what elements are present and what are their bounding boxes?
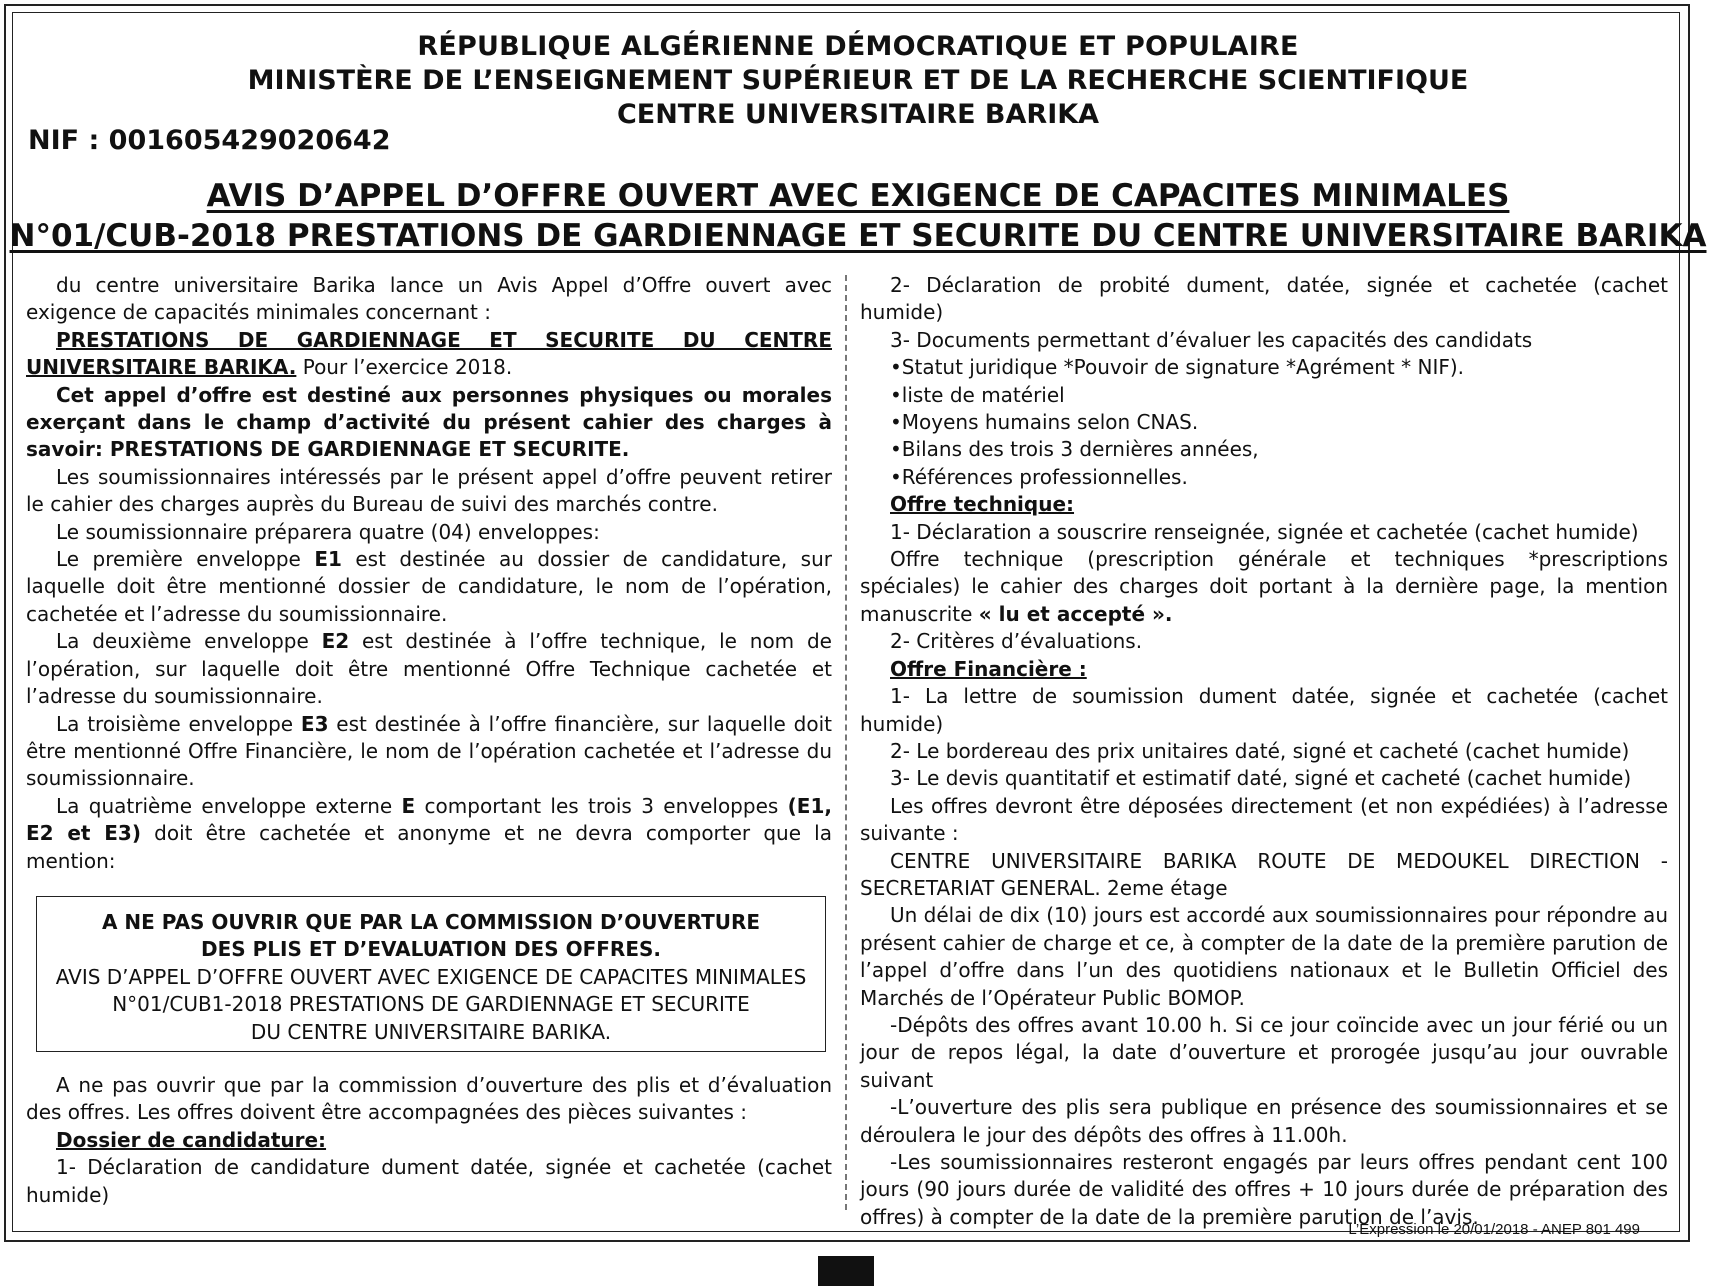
left-column [26,272,832,875]
bullet-item: • liste de matériel [860,382,1668,409]
deposit-time-paragraph: -Dépôts des offres avant 10.00 h. Si ce jour coïncide avec un jour férié ou un jour de repos légal, la date d’ouverture et prorogée jusqu’au jour ouvrable suivant [860,1012,1668,1092]
envelope-list: (E1, E2 et E3) [26,793,832,846]
header-ministry: MINISTÈRE DE L’ENSEIGNEMENT SUPÉRIEUR ET DE LA RECHERCHE SCIENTIFIQUE [247,65,1469,96]
financial-item-3: 3- Le devis quantitatif et estimatif daté, signé et cacheté (cachet humide) [890,766,1632,791]
submission-paragraph: Les offres devront être déposées directement (et non expédiées) à l’adresse suivante : [860,793,1668,846]
financial-item-1: 1- La lettre de soumission dument datée, signée et cachetée (cachet humide) [860,684,1668,736]
technical-item-1: 1- Déclaration a souscrire renseignée, signée et cachetée (cachet humide) [890,519,1639,544]
financial-item-2: 2- Le bordereau des prix unitaires daté, signé et cacheté (cachet humide) [890,738,1630,763]
bullet-item: • Références professionnelles. [860,464,1668,491]
notice-title-line2: N°01/CUB-2018 PRESTATIONS DE GARDIENNAGE ET SECURITE DU CENTRE UNIVERSITAIRE BARIKA [9,218,1707,254]
validity-paragraph: -Les soumissionnaires resteront engagés par leurs offres pendant cent 100 jours (90 jours durée de validité des offres + 10 jours durée de préparation des offres) à compter de la date de la première parution de l’avis. [860,1150,1668,1229]
envelope-e1-label: E1 [314,547,342,572]
opening-paragraph: A ne pas ouvrir que par la commission d’ouverture des plis et d’évaluation des offres. Les offres doivent être accompagnées des pièces suivantes : [26,1073,832,1125]
intro-paragraph: du centre universitaire Barika lance un Avis Appel d’Offre ouvert avec exigence de capacités minimales concernant : [26,273,832,325]
box-line-5: DU CENTRE UNIVERSITAIRE BARIKA. [250,1019,612,1044]
object-paragraph [26,327,832,382]
read-approved-mention: « lu et accepté ». [978,601,1173,626]
withdrawal-paragraph: Les soumissionnaires intéressés par le présent appel d’offre peuvent retirer le cahier des charges auprès du Bureau de suivi des marchés contre. [26,464,832,517]
header-republic: RÉPUBLIQUE ALGÉRIENNE DÉMOCRATIQUE ET POPULAIRE [417,31,1299,62]
left-column-lower [26,1072,832,1209]
opening-session-paragraph: -L’ouverture des plis sera publique en présence des soumissionnaires et se déroulera le jour des dépôts des offres à 11.00h. [860,1095,1668,1147]
right-column [860,272,1668,1231]
notice-title-line1: AVIS D’APPEL D’OFFRE OUVERT AVEC EXIGENCE DE CAPACITES MINIMALES [206,178,1510,214]
object-title: PRESTATIONS DE GARDIENNAGE ET SECURITE DU CENTRE UNIVERSITAIRE BARIKA. [26,327,832,380]
envelope-e3-paragraph: La troisième enveloppe E3 est destinée à l’offre financière, sur laquelle doit être mentionné Offre Financière, le nom de l’opération cachetée et l’adresse du soumissionnaire. [26,711,832,791]
publication-source: L’Expression le 20/01/2018 - ANEP 801 499 [1348,1221,1640,1238]
object-year: Pour l’exercice 2018. [296,355,513,380]
dossier-heading: Dossier de candidature: [56,1127,327,1152]
technical-offer-heading: Offre technique: [890,492,1075,517]
bullet-item: • Bilans des trois 3 dernières années, [860,436,1668,463]
envelopes-intro: Le soumissionnaire préparera quatre (04) enveloppes: [56,519,600,544]
box-line-1: A NE PAS OUVRIR QUE PAR LA COMMISSION D’OUVERTURE [101,910,761,934]
eligibility-paragraph: Cet appel d’offre est destiné aux personnes physiques ou morales exerçant dans le champ d’activité du présent cahier des charges à savoir: PRESTATIONS DE GARDIENNAGE ET SECURITE. [26,382,832,462]
dossier-item-3: 3- Documents permettant d’évaluer les capacités des candidats [890,327,1533,352]
envelope-e2-label: E2 [321,629,350,654]
header-institution: CENTRE UNIVERSITAIRE BARIKA [616,99,1100,130]
envelope-e-paragraph: La quatrième enveloppe externe E comportant les trois 3 enveloppes (E1, E2 et E3) doit être cachetée et anonyme et ne devra comporter que la mention: [26,793,832,873]
financial-offer-heading: Offre Financière : [890,656,1087,681]
bullet-item: • Statut juridique *Pouvoir de signature *Agrément * NIF). [860,354,1668,381]
box-line-3: AVIS D’APPEL D’OFFRE OUVERT AVEC EXIGENCE DE CAPACITES MINIMALES [55,964,807,989]
nif-number: NIF : 001605429020642 [28,125,391,156]
deadline-paragraph: Un délai de dix (10) jours est accordé aux soumissionnaires pour répondre au présent cahier de charge et ce, à compter de la date de la première parution de l’appel d’offre dans l’un des quotidiens nationaux et le Bulletin Officiel des Marchés de l’Opérateur Public BOMOP. [860,903,1668,1010]
submission-address: CENTRE UNIVERSITAIRE BARIKA ROUTE DE MEDOUKEL DIRECTION - SECRETARIAT GENERAL. 2eme étage [860,848,1668,900]
bullet-item: • Moyens humains selon CNAS. [860,409,1668,436]
dossier-item-1: 1- Déclaration de candidature dument datée, signée et cachetée (cachet humide) [26,1155,832,1207]
box-line-2: DES PLIS ET D’EVALUATION DES OFFRES. [201,937,661,962]
envelope-mention-box [36,896,826,1052]
dossier-item-2: 2- Déclaration de probité dument, datée, signée et cachetée (cachet humide) [860,273,1668,325]
envelope-e-label: E [401,793,416,818]
technical-item-2: 2- Critères d’évaluations. [890,629,1143,654]
column-divider [845,275,847,1210]
technical-paragraph: Offre technique (prescription générale et techniques *prescriptions spéciales) le cahier des charges doit portant à la dernière page, la mention manuscrite « lu et accepté ». [860,547,1668,626]
envelope-e2-paragraph: La deuxième enveloppe E2 est destinée à l’offre technique, le nom de l’opération, sur laquelle doit être mentionné Offre Technique cachetée et l’adresse du soumissionnaire. [26,629,832,709]
envelope-e1-paragraph: Le première enveloppe E1 est destinée au dossier de candidature, sur laquelle doit être mentionné dossier de candidature, le nom de l’opération, cachetée et l’adresse du soumissionnaire. [26,547,832,626]
page-number-tab [818,1256,874,1286]
box-line-4: N°01/CUB1-2018 PRESTATIONS DE GARDIENNAGE ET SECURITE [112,992,750,1017]
envelope-e3-label: E3 [300,711,329,736]
